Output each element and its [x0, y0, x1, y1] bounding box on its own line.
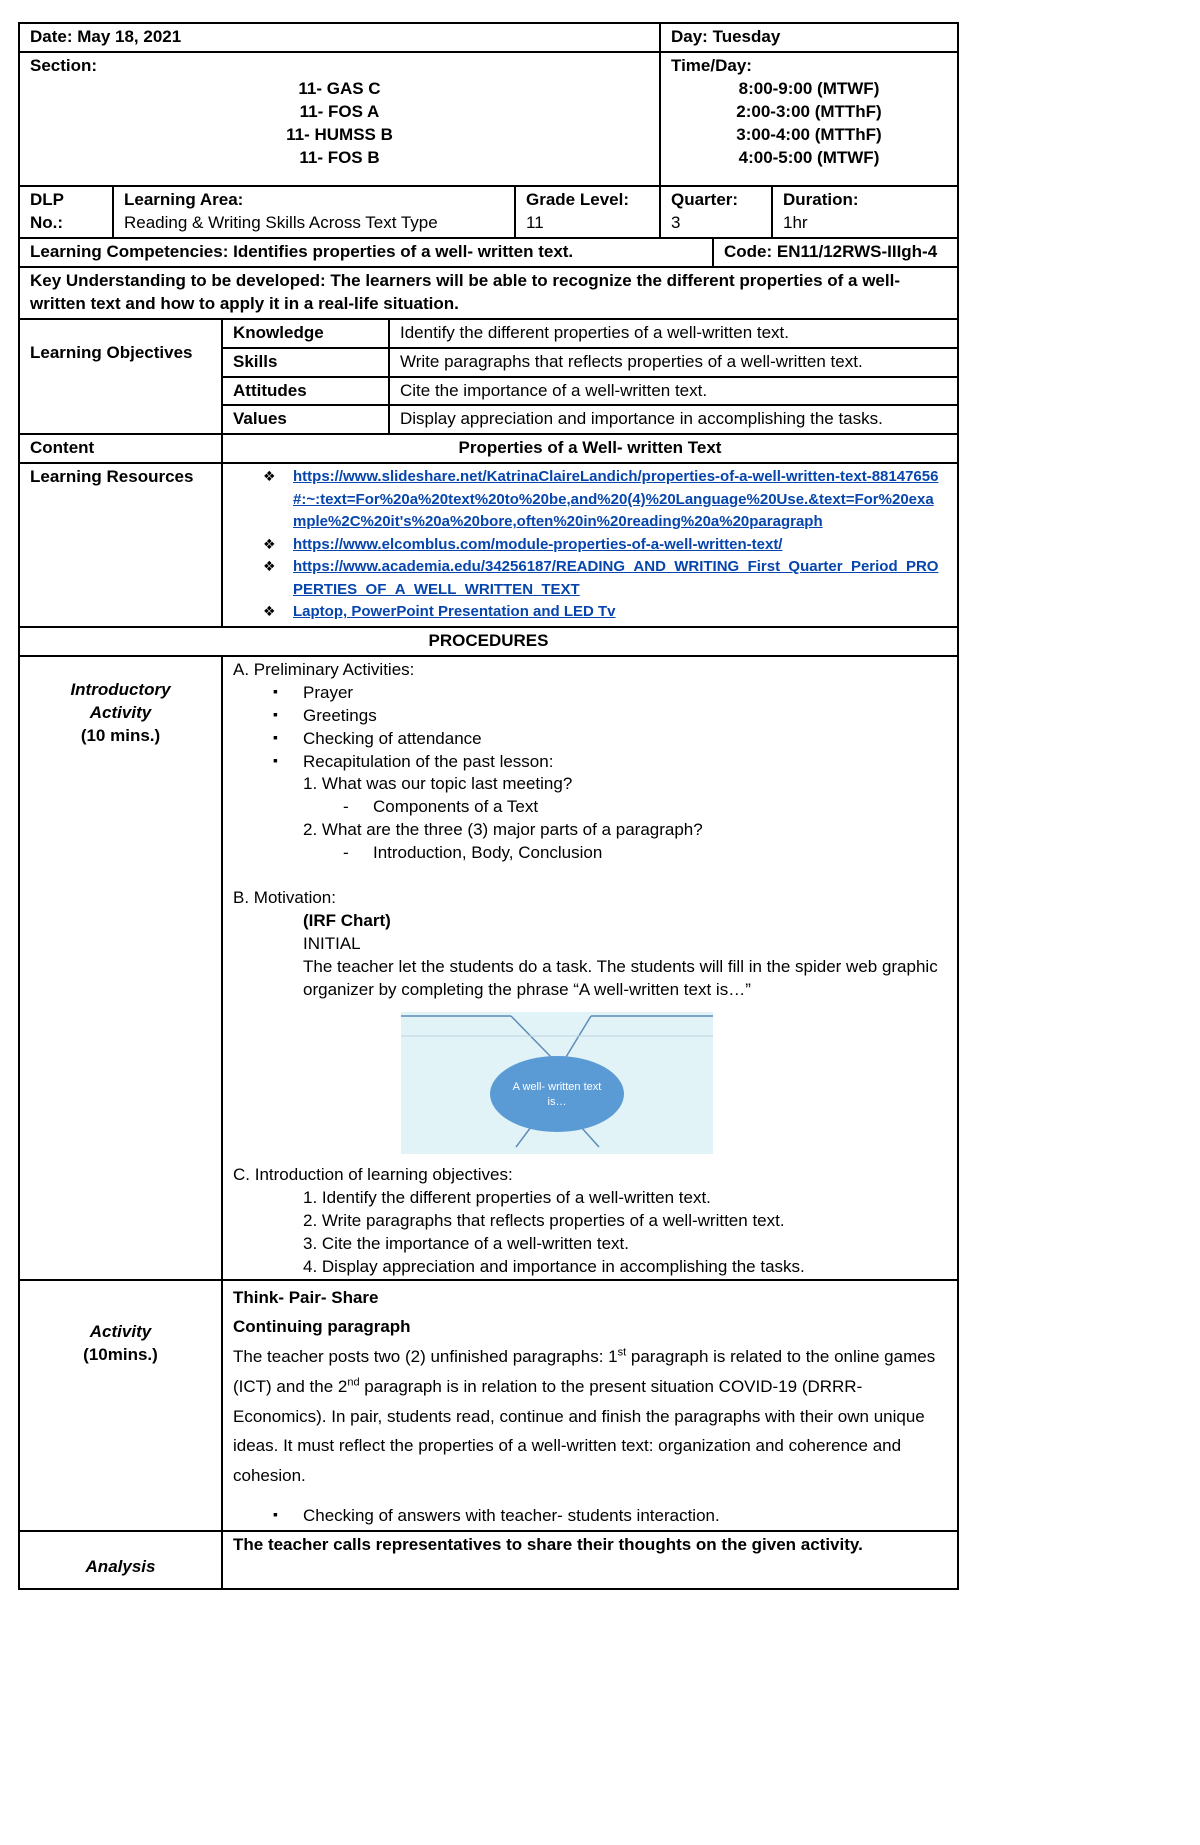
activity-description — [233, 1342, 947, 1491]
quarter-cell — [660, 186, 772, 238]
preliminary-item: ▪ Prayer — [273, 682, 947, 705]
objective-item: 2. Write paragraphs that reflects properties of a well-written text. — [303, 1210, 785, 1230]
section-label: Section: — [30, 55, 98, 75]
key-understanding: Key Understanding to be developed: The learners will be able to recognize the different properties of a well-written text and how to apply it in a real-life situation. — [19, 267, 958, 319]
activity-text: The teacher posts two (2) unfinished paragraphs: 1 — [233, 1347, 618, 1367]
spider-center-ellipse — [490, 1056, 624, 1132]
time-item: 4:00-5:00 (MTWF) — [738, 147, 880, 167]
time-label: Time/Day: — [671, 55, 752, 75]
time-item: 2:00-3:00 (MTThF) — [736, 101, 882, 121]
learning-area-cell — [113, 186, 515, 238]
learning-area-label: Learning Area: — [124, 189, 244, 209]
activity-text: paragraph is in relation to the present situation COVID-19 (DRRR-Economics). In pair, students read, continue and finish the paragraphs with their own unique ideas. It must reflect the properties of a well-written text: organization and coherence and cohesion. — [233, 1376, 925, 1486]
section-item: 11- GAS C — [298, 78, 381, 98]
duration-cell — [772, 186, 958, 238]
time-cell — [660, 52, 958, 186]
objective-domain: Attitudes — [222, 377, 389, 406]
competencies-cell: Learning Competencies: Identifies properties of a well- written text. — [19, 238, 713, 267]
recap-answer-text: Components of a Text — [373, 797, 539, 817]
code-cell: Code: EN11/12RWS-IIIgh-4 — [713, 238, 958, 267]
intro-label-cell — [19, 656, 222, 1280]
header-table — [18, 22, 959, 187]
objective-text: Display appreciation and importance in accomplishing the tasks. — [389, 405, 958, 434]
learning-area-value: Reading & Writing Skills Across Text Type — [124, 212, 438, 232]
resource-materials: Laptop, PowerPoint Presentation and LED Tv — [293, 603, 616, 621]
objective-domain: Skills — [222, 348, 389, 377]
objective-domain: Knowledge — [222, 319, 389, 348]
activity-label-cell — [19, 1280, 222, 1531]
objectives-label-text: Learning Objectives — [30, 342, 193, 362]
recap-answer: - Components of a Text — [343, 797, 539, 817]
section-item: 11- FOS A — [299, 101, 380, 121]
intro-duration: (10 mins.) — [80, 725, 161, 745]
objectives-table — [221, 318, 959, 436]
analysis-label-cell — [19, 1531, 222, 1589]
objective-text: Cite the importance of a well-written text. — [389, 377, 958, 406]
resource-item — [263, 466, 947, 534]
dlp-label: DLP — [30, 189, 64, 209]
dlp-no: No.: — [30, 212, 64, 232]
diamond-bullet-icon: ❖ — [263, 558, 276, 575]
section-list — [30, 78, 649, 170]
procedures-title: PROCEDURES — [19, 627, 958, 656]
objective-text: Identify the different properties of a well-written text. — [389, 319, 958, 348]
resources-list — [233, 466, 947, 624]
grade-label: Grade Level: — [526, 189, 629, 209]
objective-item: 1. Identify the different properties of a well-written text. — [303, 1187, 711, 1207]
recap-answer: - Introduction, Body, Conclusion — [343, 843, 603, 863]
section-cell — [19, 52, 660, 186]
activity-sup: st — [617, 1346, 627, 1359]
resource-link[interactable]: https://www.academia.edu/34256187/READING_AND_WRITING_First_Quarter_Period_PROPERTIES_OF_A_WELL_WRITTEN_TEXT — [293, 558, 939, 598]
preliminary-list — [233, 682, 947, 774]
intro-label: Introductory — [70, 679, 171, 699]
resource-item — [263, 601, 947, 624]
diamond-bullet-icon: ❖ — [263, 603, 276, 620]
activity-label: Activity — [89, 1321, 152, 1341]
objectives-intro-title: C. Introduction of learning objectives: — [233, 1164, 513, 1184]
date-cell: Date: May 18, 2021 — [19, 23, 660, 52]
recap-answer-text: Introduction, Body, Conclusion — [373, 843, 603, 863]
resource-link[interactable]: https://www.elcomblus.com/module-properties-of-a-well-written-text/ — [293, 535, 783, 553]
think-pair-share-title: Think- Pair- Share — [233, 1287, 379, 1307]
activity-check-item: ▪ Checking of answers with teacher- students interaction. — [273, 1505, 947, 1528]
time-item: 8:00-9:00 (MTWF) — [738, 78, 880, 98]
info-table — [18, 185, 959, 239]
resource-link[interactable]: https://www.slideshare.net/KatrinaClaireLandich/properties-of-a-well-written-text-88147656#:~:text=For%20a%20text%20to%20be,and%20(4)%20Language%20Use.&text=For%20example%2C%20it's%20a%20bore,often%20in%20reading%20a%20paragraph — [293, 468, 939, 531]
motivation-title: B. Motivation: — [233, 888, 336, 908]
intro-content-cell — [222, 656, 958, 1280]
lesson-plan-document — [18, 22, 957, 1590]
quarter-value: 3 — [671, 212, 681, 232]
resource-item — [263, 556, 947, 601]
analysis-label: Analysis — [85, 1556, 156, 1576]
preliminary-item: ▪ Checking of attendance — [273, 728, 947, 751]
objective-item: 3. Cite the importance of a well-written text. — [303, 1233, 629, 1253]
resources-label: Learning Resources — [19, 463, 222, 627]
duration-label: Duration: — [783, 189, 859, 209]
intro-label: Activity — [89, 702, 152, 722]
recap-question: 1. What was our topic last meeting? — [303, 774, 573, 794]
competencies-table — [18, 237, 959, 320]
spider-center-text: is… — [547, 1095, 567, 1108]
activity-sup: nd — [347, 1376, 360, 1389]
section-item: 11- FOS B — [299, 147, 380, 167]
section-item: 11- HUMSS B — [286, 124, 393, 144]
analysis-text: The teacher calls representatives to share their thoughts on the given activity. — [222, 1531, 958, 1589]
task-description: The teacher let the students do a task. The students will fill in the spider web graphic organizer by completing the phrase “A well-written text is…” — [303, 957, 938, 999]
irf-chart-label: (IRF Chart) — [303, 911, 391, 931]
recap-question: 2. What are the three (3) major parts of a paragraph? — [303, 820, 703, 840]
objectives-label — [19, 319, 222, 435]
objective-item: 4. Display appreciation and importance in accomplishing the tasks. — [303, 1256, 805, 1276]
content-value: Properties of a Well- written Text — [222, 434, 958, 463]
main-table — [18, 318, 959, 1590]
day-cell: Day: Tuesday — [660, 23, 958, 52]
objectives-cell — [222, 319, 958, 435]
activity-content-cell — [222, 1280, 958, 1531]
time-item: 3:00-4:00 (MTThF) — [736, 124, 882, 144]
spider-web-organizer — [401, 1012, 713, 1154]
initial-label: INITIAL — [303, 934, 361, 954]
activity-check-list — [233, 1505, 947, 1528]
content-label: Content — [19, 434, 222, 463]
activity-text: paragraph is related to the online games (ICT) and the 2 — [233, 1347, 936, 1396]
resources-cell — [222, 463, 958, 627]
objective-text: Write paragraphs that reflects properties of a well-written text. — [389, 348, 958, 377]
quarter-label: Quarter: — [671, 189, 739, 209]
resource-item — [263, 534, 947, 557]
time-list — [671, 78, 947, 170]
grade-cell — [515, 186, 660, 238]
spider-center-text: A well- written text — [512, 1080, 602, 1093]
objective-domain: Values — [222, 405, 389, 434]
grade-value: 11 — [526, 212, 544, 232]
preliminary-item: ▪ Recapitulation of the past lesson: — [273, 751, 947, 774]
continuing-paragraph-title: Continuing paragraph — [233, 1317, 411, 1337]
dlp-cell — [19, 186, 113, 238]
preliminary-title: A. Preliminary Activities: — [233, 659, 415, 679]
diamond-bullet-icon: ❖ — [263, 468, 276, 485]
duration-value: 1hr — [783, 212, 808, 232]
diamond-bullet-icon: ❖ — [263, 535, 276, 552]
preliminary-item: ▪ Greetings — [273, 705, 947, 728]
activity-duration: (10mins.) — [83, 1344, 158, 1364]
